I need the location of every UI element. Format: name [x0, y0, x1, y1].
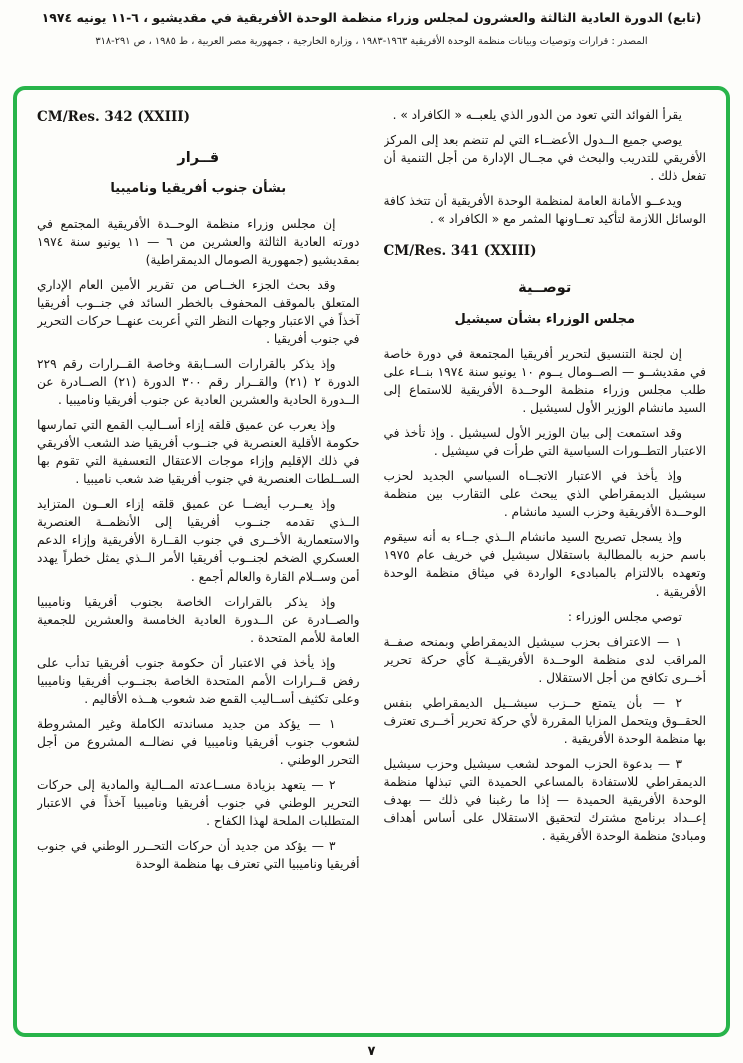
paragraph: وقد استمعت إلى بيان الوزير الأول لسيشيل . وإذ تأخذ في الاعتبار التطــورات السياسية التي طرأت في سيشيل . [383, 426, 706, 459]
paragraph: وقد بحث الجزء الخــاص من تقرير الأمين العام الإداري المتعلق بالموقف المحفوف بالخطر السائد في جنــوب أفريقيا آخذاً في الاعتبار وجهات النظر التي أعربت عنهــا حركات التحرير في جنوب أفريقيا . [37, 277, 360, 346]
page-number: ٧ [367, 1044, 376, 1059]
paragraph: إن لجنة التنسيق لتحرير أفريقيا المجتمعة في دورة خاصة في مقديشــو — الصــومال يــوم ١٠ يونيو سنة ١٩٧٤ بنــاء على طلب مجلس وزراء منظمة الوحــدة الأفريقية للاستماع إلى السيد مانشام الوزير الأول لسيشيل . [383, 346, 706, 416]
paragraph: ٢ — يتعهد بزيادة مســاعدته المــالية والمادية إلى حركات التحرير الوطني في جنوب أفريقيا وناميبيا آخذاً في الاعتبار المتطلبات الملحة لهذا الكفاح . [37, 777, 360, 829]
header-source-line: المصدر : قرارات وتوصيات وبيانات منظمة الوحدة الأفريقية ١٩٦٣-١٩٨٣ ، وزارة الخارجية ، جمهورية مصر العربية ، ط ١٩٨٥ ، ص ٢٩١-٣١٨ [95, 35, 648, 47]
paragraph: توصي مجلس الوزراء : [567, 609, 682, 624]
paragraph: إن مجلس وزراء منظمة الوحــدة الأفريقية المجتمع في دورته العادية الثالثة والعشرين من ٦ — ١١ يونيو سنة ١٩٧٤ بمقديشيو (جمهورية الصومال الديمقراطية) [37, 216, 360, 267]
resolution-341-title: توصــية [518, 280, 572, 297]
column-right-recommendation-341 [384, 106, 707, 1021]
paragraph: يوصي جميع الــدول الأعضــاء التي لم تنضم بعد إلى المركز الأفريقي للتدريب والبحث في مجــال الإدارة من أجل التنمية أن تفعل ذلك . [383, 133, 706, 184]
paragraph: وإذ يسجل تصريح السيد مانشام الــذي جــاء به أنه سيقوم باسم حزبه بالمطالبة باستقلال سيشيل في خريف عام ١٩٧٥ وتعهده بالالتزام بالمبادىء الواردة في ميثاق منظمة الوحدة الأفريقية . [383, 530, 706, 599]
paragraph: ٣ — بدعوة الحزب الموحد لشعب سيشيل وحزب سيشيل الديمقراطي للاستفادة بالمساعي الحميدة التي تبذلها منظمة الوحدة الأفريقية الحميدة — إذا ما رغبنا في ذلك — بهدف إعــداد برنامج مشترك لتحقيق الاستقلال على أساس أهداف ومبادئ منظمة الوحدة الأفريقية . [383, 756, 706, 844]
paragraph: وإذ يعــرب أيضــا عن عميق قلقه إزاء العــون المتزايد الــذي تقدمه جنــوب أفريقيا إلى الأنظمــة العنصرية والاستعمارية الأخــرى في جنوب القــارة الأفريقية وإزاء الدعم العسكري الضخم لجنــوب أفريقيا الأمر الــذي يمثل خطراً يهدد أمن وســلام القارة والعالم أجمع . [37, 497, 360, 584]
two-column-layout [37, 106, 706, 1021]
paragraph: ١ — الاعتراف بحزب سيشيل الديمقراطي وبمنحه صفــة المراقب لدى منظمة الوحــدة الأفريقيــة كأي حركة تحرير أخــرى تكافح من أجل الاستقلال . [383, 634, 706, 685]
paragraph: وإذ يذكر بالقرارات الخاصة بجنوب أفريقيا وناميبيا والصــادرة عن الــدورة العادية الخامسة والعشرين للجمعية العامة للأمم المتحدة . [37, 594, 360, 645]
paragraph: وإذ يعرب عن عميق قلقه إزاء أســاليب القمع التي تمارسها حكومة الأقلية العنصرية في جنــوب أفريقيا ضد الشعب الأفريقي في ذلك الإقليم وإزاء موجات الاعتقال التعسفية التي تقوم بها الســلطات العنصرية في جنوب أفريقيا ضد شعب ناميبيا . [37, 418, 360, 487]
resolution-342-number: CM/Res. 342 (XXIII) [37, 109, 190, 125]
resolution-341-number: CM/Res. 341 (XXIII) [383, 243, 537, 260]
green-border-frame [13, 86, 730, 1037]
paragraph: وإذ يذكر بالقرارات الســابقة وخاصة القــرارات رقم ٢٢٩ الدورة ٢ (٢١) والقــرار رقم ٣٠٠ الدورة (٢١) الصــادرة عن الــدورة الحادية والعشرين العادية عن جنوب أفريقيا وناميبيا . [37, 356, 360, 408]
paragraph: ٣ — يؤكد من جديد أن حركات التحــرر الوطني في جنوب أفريقيا وناميبيا التي تعترف بها منظمة الوحدة [37, 839, 360, 872]
paragraph: وإذ يأخذ في الاعتبار الاتجــاه السياسي الجديد لحزب سيشيل الديمقراطي الذي يبحث على التقارب بين منظمة الوحــدة الأفريقية وحزب السيد مانشام . [383, 469, 706, 520]
paragraph: يقرأ الفوائد التي تعود من الدور الذي يلعبــه « الكافراد » . [392, 108, 682, 122]
header-session-line: (تابع) الدورة العادية الثالثة والعشرون لمجلس وزراء منظمة الوحدة الأفريقية في مقديشيو ، ٦-١١ يونيه ١٩٧٤ [41, 10, 702, 25]
resolution-342-title: قــرار [177, 149, 220, 166]
paragraph: وإذ يأخذ في الاعتبار أن حكومة جنوب أفريقيا تدأب على رفض قــرارات الأمم المتحدة الخاصة بجنــوب أفريقيا وناميبيا وعلى تكثيف أســاليب القمع ضد شعوب هــذه الأقاليم . [37, 655, 360, 706]
paragraph: ويدعــو الأمانة العامة لمنظمة الوحدة الأفريقية أن تتخذ كافة الوسائل اللازمة لتأكيد تعــاونها المثمر مع « الكافراد » . [383, 194, 706, 227]
paragraph: ٢ — بأن يتمتع حــزب سيشــيل الديمقراطي بنفس الحقــوق ويتحمل المزايا المقررة لأي حركة تحرير أخــرى تعترف بها منظمة الوحدة الأفريقية . [383, 695, 706, 746]
resolution-342-subtitle: بشأن جنوب أفريقيا وناميبيا [110, 181, 287, 197]
page-header [0, 0, 743, 48]
paragraph: ١ — يؤكد من جديد مساندته الكاملة وغير المشروطة لشعوب جنوب أفريقيا وناميبيا في نضالــه المشروع من أجل التحرر الوطني . [37, 716, 360, 767]
column-left-resolution-342 [37, 106, 360, 1021]
resolution-341-subtitle: مجلس الوزراء بشأن سيشيل [454, 311, 636, 327]
